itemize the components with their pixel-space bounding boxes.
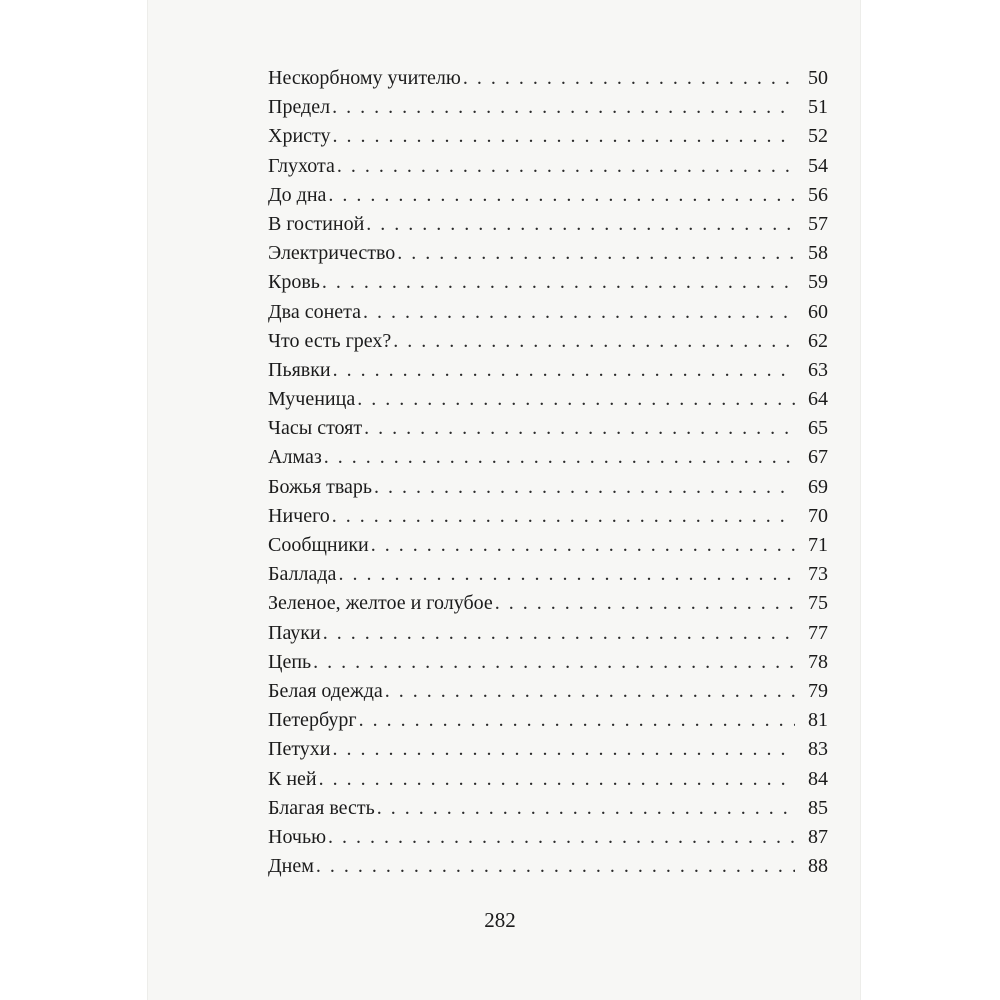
page-number: 282 [484,908,516,932]
toc-entry [262,706,828,735]
dot-leader [319,765,795,794]
toc-entry-title: К ней [268,767,317,790]
dot-leader [328,181,795,210]
toc-entry [262,502,828,531]
toc-entry-title: Днем [268,855,314,878]
toc-entry-page-number: 83 [808,738,828,761]
toc-entry-title: Баллада [268,563,337,586]
dot-leader [357,385,795,414]
toc-entry [262,327,828,356]
toc-entry-title: Цепь [268,650,312,673]
toc-entry [262,619,828,648]
dot-leader [377,794,795,823]
toc-entry-page-number: 58 [808,242,828,265]
table-of-contents [262,64,828,881]
toc-entry-title: Ночью [268,825,327,848]
toc-entry-title: Предел [268,96,331,119]
toc-entry-page-number: 87 [808,825,828,848]
toc-entry [262,152,828,181]
toc-entry [262,735,828,764]
toc-entry-page-number: 78 [808,650,828,673]
toc-entry-title: Глухота [268,154,335,177]
dot-leader [333,735,796,764]
toc-entry-title: Что есть грех? [268,329,392,352]
dot-leader [385,677,795,706]
toc-entry-page-number: 56 [808,183,828,206]
toc-entry [262,181,828,210]
toc-entry-title: До дна [268,183,327,206]
toc-entry-title: Электричество [268,242,396,265]
toc-entry [262,356,828,385]
dot-leader [333,356,795,385]
toc-entry-title: Алмаз [268,446,322,469]
toc-entry [262,93,828,122]
toc-entry-title: Петухи [268,738,331,761]
toc-entry-page-number: 60 [808,300,828,323]
toc-entry-page-number: 77 [808,621,828,644]
toc-entry [262,122,828,151]
toc-entry-title: Мученица [268,388,356,411]
toc-entry-title: Пауки [268,621,321,644]
dot-leader [363,298,795,327]
toc-entry [262,794,828,823]
toc-entry-title: Зеленое, желтое и голубое [268,592,493,615]
toc-entry [262,443,828,472]
toc-entry-title: Божья тварь [268,475,373,498]
toc-entry-page-number: 81 [808,709,828,732]
toc-entry-page-number: 70 [808,504,828,527]
toc-entry-page-number: 51 [808,96,828,119]
toc-entry [262,589,828,618]
dot-leader [316,852,795,881]
toc-entry-page-number: 71 [808,534,828,556]
toc-entry-page-number: 73 [808,563,828,586]
toc-entry-page-number: 54 [808,154,828,177]
dot-leader [366,210,795,239]
toc-entry-title: Благая весть [268,796,375,819]
dot-leader [359,706,795,735]
dot-leader [332,93,795,122]
toc-entry-page-number: 65 [808,417,828,440]
toc-entry-page-number: 69 [808,475,828,498]
toc-entry-title: Часы стоят [268,417,363,440]
dot-leader [463,64,795,93]
dot-leader [333,122,796,151]
toc-entry-page-number: 75 [808,592,828,615]
toc-entry [262,823,828,852]
dot-leader [495,589,795,618]
toc-entry-title: Христу [268,125,331,148]
toc-entry [262,210,828,239]
toc-entry [262,414,828,443]
toc-entry-page-number: 84 [808,767,828,790]
dot-leader [338,560,795,589]
dot-leader [313,648,795,677]
toc-entry [262,239,828,268]
toc-entry-page-number: 88 [808,855,828,878]
dot-leader [323,619,795,648]
toc-entry [262,560,828,589]
toc-entry [262,531,828,560]
toc-entry [262,298,828,327]
toc-entry-title: В гостиной [268,212,365,235]
toc-entry-page-number: 57 [808,212,828,235]
toc-entry-title: Белая одежда [268,679,383,702]
toc-entry-page-number: 63 [808,358,828,381]
dot-leader [393,327,795,356]
toc-entry-page-number: 64 [808,388,828,411]
toc-entry [262,648,828,677]
toc-entry [262,473,828,502]
toc-entry-title: Сообщники [268,534,369,556]
toc-entry-page-number: 67 [808,446,828,469]
toc-entry-title: Кровь [268,271,320,294]
toc-entry-page-number: 59 [808,271,828,294]
toc-entry [262,852,828,881]
dot-leader [328,823,795,852]
toc-entry [262,765,828,794]
dot-leader [337,152,795,181]
toc-entry [262,268,828,297]
toc-entry [262,64,828,93]
dot-leader [374,473,795,502]
dot-leader [397,239,795,268]
toc-entry-page-number: 85 [808,796,828,819]
toc-entry-page-number: 62 [808,329,828,352]
toc-entry-title: Ничего [268,504,330,527]
toc-entry-title: Пьявки [268,358,331,381]
dot-leader [322,268,795,297]
toc-entry [262,385,828,414]
dot-leader [324,443,795,472]
dot-leader [371,531,795,560]
toc-entry-page-number: 79 [808,679,828,702]
toc-entry-title: Петербург [268,709,357,732]
dot-leader [332,502,795,531]
toc-entry-page-number: 50 [808,67,828,89]
toc-entry-title: Два сонета [268,300,362,323]
toc-entry-title: Нескорбному учителю [268,67,461,89]
toc-entry [262,677,828,706]
toc-entry-page-number: 52 [808,125,828,148]
dot-leader [364,414,795,443]
